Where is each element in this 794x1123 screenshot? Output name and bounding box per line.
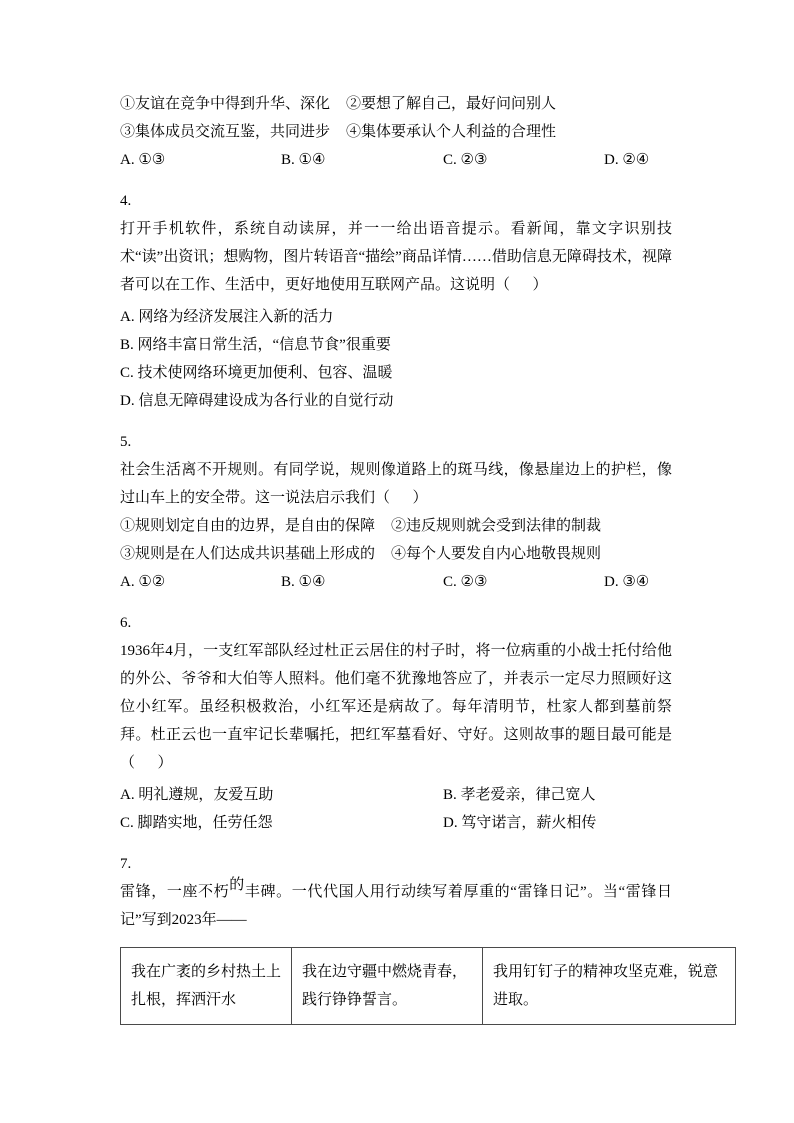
table-cell-border: 我在边守疆中燃烧青春，践行铮铮誓言。 bbox=[292, 948, 483, 1025]
stem-text-after: 丰碑。一代代国人用行动续写着厚重的“雷锋日记”。当“雷锋日记”写到2023年—— bbox=[120, 884, 672, 928]
statement-item-1: ①友谊在竞争中得到升华、深化 bbox=[120, 96, 331, 112]
option-b: B. 网络丰富日常生活，“信息节食”很重要 bbox=[120, 337, 391, 353]
leifeng-diary-table bbox=[120, 947, 736, 1025]
option-a: A. 明礼遵规，友爱互助 bbox=[120, 787, 274, 803]
option-d: D. 信息无障碍建设成为各行业的自觉行动 bbox=[120, 393, 394, 409]
question-stem: 社会生活离不开规则。有同学说，规则像道路上的斑马线，像悬崖边上的护栏，像过山车上的安全带。这一说法启示我们（ ） bbox=[120, 462, 672, 506]
statement-item-4: ④集体要承认个人利益的合理性 bbox=[346, 124, 557, 140]
statement-item-1: ①规则划定自由的边界，是自由的保障 bbox=[120, 518, 376, 534]
q5-statement-line-1 bbox=[120, 512, 672, 540]
choice-c: C. ②③ bbox=[443, 574, 488, 590]
question-number: 6. bbox=[120, 615, 132, 631]
table-cell-spirit: 我用钉钉子的精神攻坚克难，锐意进取。 bbox=[483, 948, 736, 1025]
option-d: D. 笃守诺言，薪火相传 bbox=[443, 815, 597, 831]
stem-raised-char: 的 bbox=[229, 877, 245, 893]
option-a: A. 网络为经济发展注入新的活力 bbox=[120, 309, 334, 325]
question-3-options bbox=[120, 90, 672, 174]
table-cell-rural: 我在广袤的乡村热土上扎根，挥洒汗水 bbox=[121, 948, 292, 1025]
question-stem: 打开手机软件，系统自动读屏，并一一给出语音提示。看新闻，靠文字识别技术“读”出资讯；想购物，图片转语音“描绘”商品详情……借助信息无障碍技术，视障者可以在工作、生活中，更好地使用互联网产品。这说明（ ） bbox=[120, 221, 672, 293]
option-c: C. 技术使网络环境更加便利、包容、温暖 bbox=[120, 365, 393, 381]
question-number: 5. bbox=[120, 434, 132, 450]
stem-text-before: 雷锋，一座不朽 bbox=[120, 884, 230, 900]
choice-d: D. ③④ bbox=[604, 574, 650, 590]
q3-statement-line-1 bbox=[120, 90, 672, 118]
question-7 bbox=[120, 850, 719, 1025]
question-number: 7. bbox=[120, 856, 132, 872]
option-b: B. 孝老爱亲，律己宽人 bbox=[443, 787, 596, 803]
q3-choice-row bbox=[120, 146, 672, 174]
option-c: C. 脚踏实地，任劳任怨 bbox=[120, 815, 273, 831]
q3-statement-line-2 bbox=[120, 118, 672, 146]
q5-choice-row bbox=[120, 568, 672, 596]
question-stem: 1936年4月，一支红军部队经过杜正云居住的村子时，将一位病重的小战士托付给他的外公、爷爷和大伯等人照料。他们毫不犹豫地答应了，并表示一定尽力照顾好这位小红军。虽经积极救治，小红军还是病故了。每年清明节，杜家人都到墓前祭拜。杜正云也一直牢记长辈嘱托，把红军墓看好、守好。这则故事的题目最可能是（ ） bbox=[120, 643, 672, 771]
choice-a: A. ①③ bbox=[120, 152, 166, 168]
question-4 bbox=[120, 187, 672, 415]
q5-statement-line-2 bbox=[120, 540, 672, 568]
question-number: 4. bbox=[120, 193, 132, 209]
choice-d: D. ②④ bbox=[604, 152, 650, 168]
statement-item-2: ②要想了解自己，最好问问别人 bbox=[346, 96, 557, 112]
choice-a: A. ①② bbox=[120, 574, 166, 590]
question-5 bbox=[120, 428, 672, 596]
choice-b: B. ①④ bbox=[281, 152, 326, 168]
table-row bbox=[121, 948, 736, 1025]
choice-c: C. ②③ bbox=[443, 152, 488, 168]
statement-item-4: ④每个人要发自内心地敬畏规则 bbox=[391, 546, 602, 562]
q6-option-grid bbox=[120, 781, 672, 837]
choice-b: B. ①④ bbox=[281, 574, 326, 590]
question-6 bbox=[120, 609, 672, 837]
statement-item-2: ②违反规则就会受到法律的制裁 bbox=[391, 518, 602, 534]
statement-item-3: ③规则是在人们达成共识基础上形成的 bbox=[120, 546, 376, 562]
statement-item-3: ③集体成员交流互鉴，共同进步 bbox=[120, 124, 331, 140]
question-stem bbox=[120, 878, 672, 934]
